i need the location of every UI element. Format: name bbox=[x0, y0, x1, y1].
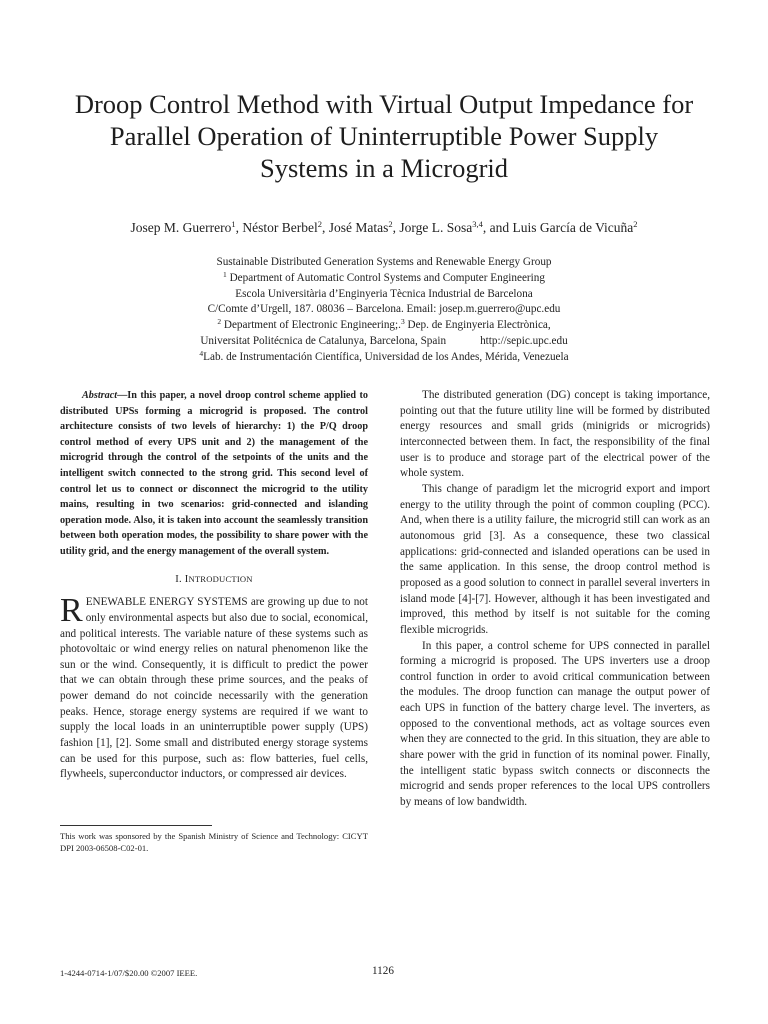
affiliation-lab bbox=[40, 350, 728, 366]
abstract-text: —In this paper, a novel droop control scheme applied to distributed UPSs forming a microgrid is proposed. The control architecture consists of two levels of hierarchy: 1) the P/Q droop control method of every UPS unit and 2) the management of the microgrid through the control of the setpoints of the units and the intelligent switch connected to the strong grid. This second level of control let us to connect or disconnect the microgrid to the utility mains, resulting in two scenarios: grid-connected and islanding operation mode. Also, it is taken into account the seamlessly transition between both operation modes, the possibility to share power with the utility grid, and the energy management of the overall system. bbox=[60, 390, 368, 557]
abstract-lead: Abstract bbox=[82, 390, 118, 401]
footnote-divider bbox=[60, 825, 212, 826]
section-numeral: I. bbox=[175, 573, 185, 585]
drop-cap: R bbox=[60, 592, 83, 630]
affiliation-text: Dep. de Enginyeria Electrònica, bbox=[404, 319, 551, 332]
author-superscript: 3,4 bbox=[472, 219, 483, 229]
affiliation-text: Universitat Politécnica de Catalunya, Barcelona, Spain bbox=[200, 334, 447, 347]
author-superscript: 2 bbox=[388, 219, 393, 229]
affiliation-text: Department of Electronic Engineering;. bbox=[221, 319, 401, 332]
abstract bbox=[60, 388, 368, 560]
author-separator: , bbox=[392, 220, 400, 235]
title-line: Parallel Operation of Uninterruptible Power Supply bbox=[109, 121, 659, 151]
affiliation-text: Lab. de Instrumentación Científica, Universidad de los Andes, Mérida, Venezuela bbox=[203, 350, 569, 363]
intro-caps: ENEWABLE ENERGY SYSTEMS bbox=[85, 596, 248, 609]
body-paragraph: In this paper, a control scheme for UPS connected in parallel forming a microgrid is proposed. The UPS inverters use a droop control function in order to avoid critical communication between the modules. The droop function can manage the output power of each UPS in function of the battery charge level. The inverters, as opposed to the conventional methods, act as voltage sources even when they are connected to the grid. In this situation, they are able to share power with the grid in function of its nominal power. Finally, the intelligent static bypass switch connects or disconnects the microgrid and sends proper references to the local UPS controllers by means of low bandwidth. bbox=[400, 639, 710, 809]
author-separator: , bbox=[235, 220, 243, 235]
affiliation-superscript: 4 bbox=[199, 348, 204, 358]
author-list bbox=[30, 219, 738, 237]
affiliation-text: Department of Automatic Control Systems and Computer Engineering bbox=[226, 271, 545, 284]
author-name: Néstor Berbel bbox=[242, 220, 318, 235]
paper-title bbox=[40, 88, 728, 184]
author-separator: , and bbox=[482, 220, 513, 235]
page-number: 1126 bbox=[372, 965, 394, 977]
affiliation-url[interactable]: http://sepic.upc.edu bbox=[480, 334, 568, 347]
affiliation-school: Escola Universitària d’Enginyeria Tècnica Industrial de Barcelona bbox=[235, 287, 533, 300]
section-heading-introduction bbox=[60, 572, 368, 588]
author-name: Luis García de Vicuña bbox=[512, 220, 634, 235]
left-column bbox=[60, 388, 368, 783]
title-line: Systems in a Microgrid bbox=[259, 153, 509, 183]
affiliation-group: Sustainable Distributed Generation Systems and Renewable Energy Group bbox=[216, 256, 552, 268]
section-heading-rest: NTRODUCTION bbox=[188, 573, 253, 584]
affiliation-dept1 bbox=[40, 271, 728, 287]
right-column bbox=[400, 388, 710, 811]
body-paragraph: This change of paradigm let the microgrid export and import energy to the utility through the point of common coupling (PCC). And, when there is a utility failure, the microgrid still can work as an autonomous grid [3]. As a consequence, these two classical applications: grid-connected and islanded operations can be used in the same application. In this sense, the droop control method is proposed as a good solution to connect in parallel several inverters in island mode [4]-[7]. However, although it has been investigated and improved, this method by itself is not suitable for the coming flexible microgrids. bbox=[400, 482, 710, 636]
intro-text: are growing up due to not only environmental aspects but also due to social, economical, and political interests. The variable nature of these systems such as photovoltaic or wind energy relies on natural phenomenon like the sun or the wind. Consequently, it is difficult to predict the power that we can obtain through these prime sources, and the peaks of power demand do not coincide necessarily with the generation peaks. Hence, storage energy systems are required if we want to supply the local loads in an uninterruptible power supply (UPS) fashion [1], [2]. Some small and distributed energy storage systems can be used for this purpose, such as: flow batteries, fuel cells, flywheels, superconductor inductors, or compressed air devices. bbox=[60, 596, 368, 781]
affiliation-address: C/Comte d’Urgell, 187. 08036 – Barcelona. Email: josep.m.guerrero@upc.edu bbox=[207, 303, 561, 316]
author-superscript: 2 bbox=[633, 219, 638, 229]
author-separator: , bbox=[321, 220, 329, 235]
affiliation-dept2 bbox=[40, 318, 728, 334]
body-paragraph: The distributed generation (DG) concept is taking importance, pointing out that the future utility line will be formed by distributed energy resources and small grids (minigrids or microgrids) interconnected between them. In fact, the responsibility of the final user is to produce and storage part of the electrical power of the whole system. bbox=[400, 389, 710, 480]
author-superscript: 1 bbox=[231, 219, 236, 229]
affiliation-superscript: 1 bbox=[223, 269, 227, 279]
affiliation-superscript: 3 bbox=[400, 317, 405, 327]
author-name: Jorge L. Sosa bbox=[399, 220, 473, 235]
footer-isbn: 1-4244-0714-1/07/$20.00 ©2007 IEEE. bbox=[60, 968, 198, 978]
affiliation-superscript: 2 bbox=[217, 317, 222, 327]
title-line: Droop Control Method with Virtual Output Impedance for bbox=[74, 89, 694, 119]
footnote: This work was sponsored by the Spanish Ministry of Science and Technology: CICYT DPI 2003-06508-C02-01. bbox=[60, 831, 368, 854]
affiliation-block bbox=[40, 255, 728, 366]
affiliation-university bbox=[40, 334, 728, 350]
section-heading-cap: I bbox=[184, 573, 189, 585]
author-name: Josep M. Guerrero bbox=[130, 220, 232, 235]
author-superscript: 2 bbox=[317, 219, 322, 229]
intro-paragraph bbox=[60, 592, 368, 783]
author-name: José Matas bbox=[328, 220, 389, 235]
